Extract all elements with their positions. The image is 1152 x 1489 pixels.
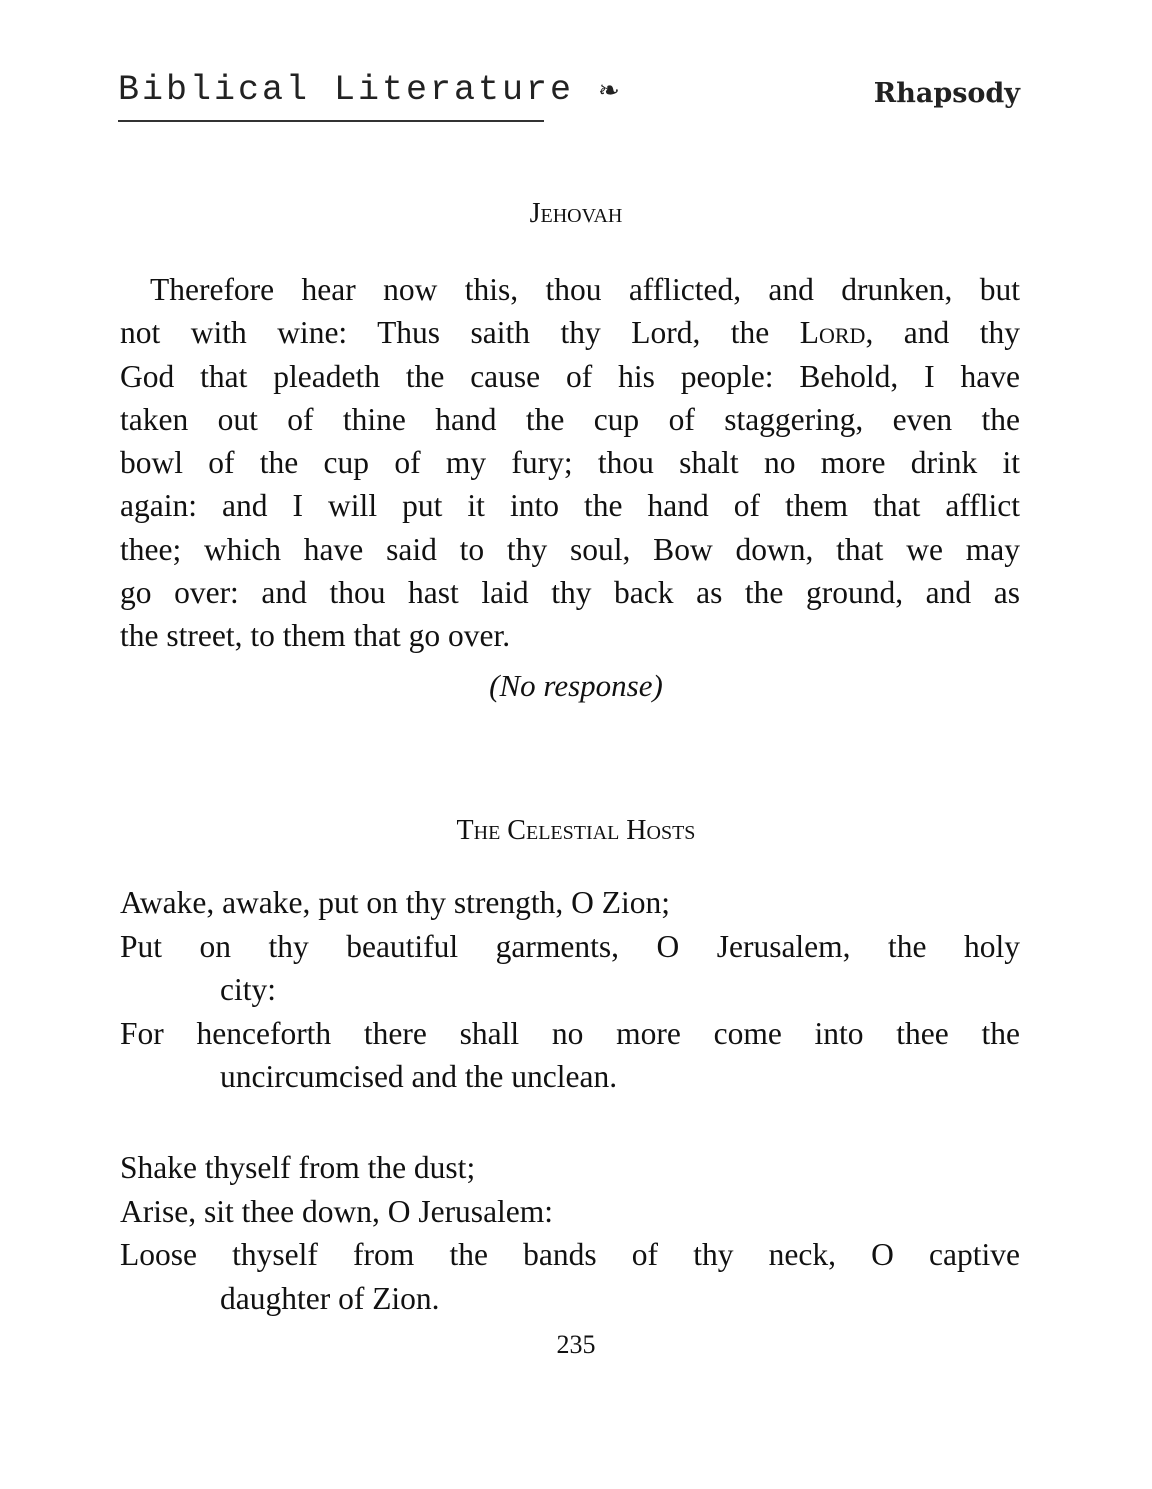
running-title xyxy=(118,70,620,110)
jehovah-paragraph xyxy=(120,268,1020,658)
paragraph-line: taken out of thine hand the cup of staggering, even the xyxy=(120,401,1020,437)
paragraph-line: again: and I will put it into the hand of them that afflict xyxy=(120,488,1020,524)
page-number: 235 xyxy=(556,1330,596,1359)
paragraph-line: God that pleadeth the cause of his people: Behold, I have xyxy=(120,358,1020,394)
poem-line: daughter of Zion. xyxy=(220,1280,440,1316)
section-title: Rhapsody xyxy=(873,78,1020,109)
poem-line: uncircumcised and the unclean. xyxy=(220,1059,618,1094)
paragraph-line: not with wine: Thus saith thy Lord, the Lord, and thy xyxy=(120,315,1020,351)
poem-line: Awake, awake, put on thy strength, O Zion; xyxy=(120,885,670,920)
paragraph-line: the street, to them that go over. xyxy=(120,618,511,654)
poem-line: Arise, sit thee down, O Jerusalem: xyxy=(120,1193,554,1229)
stage-direction: (No response) xyxy=(489,668,663,703)
header-rule xyxy=(118,120,544,122)
poem-line: Shake thyself from the dust; xyxy=(120,1150,476,1185)
paragraph-line: Therefore hear now this, thou afflicted, and drunken, but xyxy=(150,272,1020,307)
poem-stanza-2 xyxy=(120,1146,1020,1320)
poem-line: Put on thy beautiful garments, O Jerusalem, the holy xyxy=(120,928,1020,964)
paragraph-line: bowl of the cup of my fury; thou shalt no more drink it xyxy=(120,445,1020,481)
poem-line: city: xyxy=(220,972,276,1007)
running-title-text: Biblical Literature xyxy=(118,70,575,110)
fleuron-ornament-icon: ❧ xyxy=(598,76,620,106)
paragraph-line: go over: and thou hast laid thy back as the ground, and as xyxy=(120,575,1020,611)
paragraph-line: thee; which have said to thy soul, Bow down, that we may xyxy=(120,531,1020,567)
poem-line: Loose thyself from the bands of thy neck, O captive xyxy=(120,1237,1020,1272)
poem-stanza-1 xyxy=(120,881,1020,1099)
speaker-heading-celestial-hosts: The Celestial Hosts xyxy=(456,815,696,846)
poem-line: For henceforth there shall no more come into thee the xyxy=(120,1015,1020,1051)
speaker-heading-jehovah: Jehovah xyxy=(529,198,623,229)
